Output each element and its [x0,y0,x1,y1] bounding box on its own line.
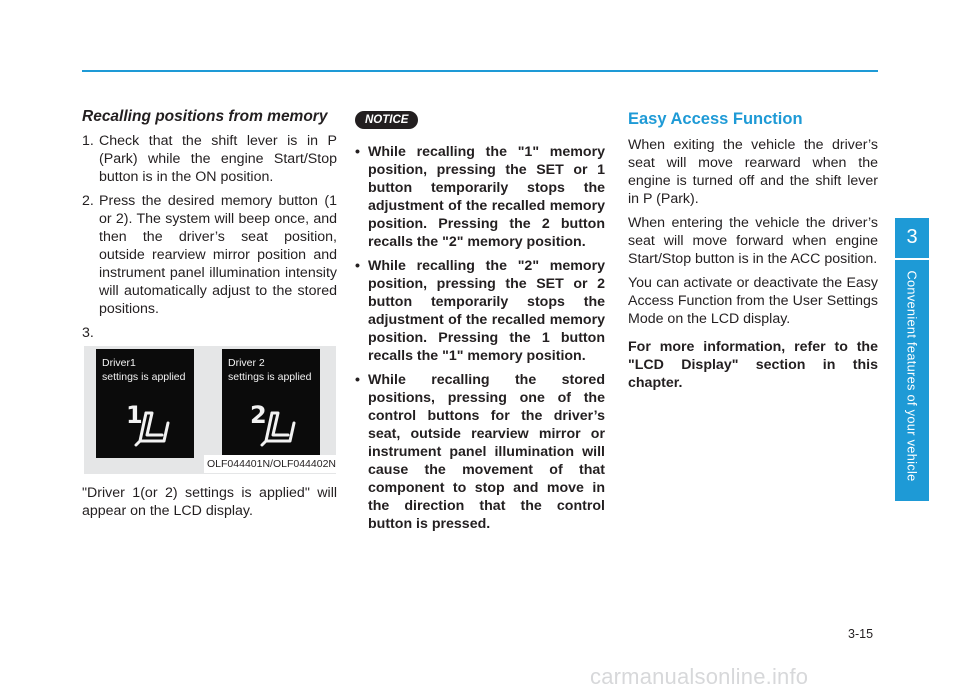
recalling-heading: Recalling positions from memory [82,108,328,125]
notice-bullet-3 [355,371,605,533]
notice-bullet-2 [355,257,605,365]
step-1 [82,132,337,186]
seat-memory-2-icon [250,401,298,451]
lcd-panel-driver1-line1: Driver1 [102,357,136,369]
lcd-message-note: "Driver 1(or 2) settings is applied" will appear on the LCD display. [82,485,337,519]
step-2-number: 2. [82,193,94,209]
easy-access-para-2: When entering the vehicle the driver’s seat will move forward when engine Start/Stop button is in the ACC position. [628,215,878,267]
lcd-panel-driver2 [222,349,320,458]
step-3 [82,324,337,342]
easy-access-reference: For more information, refer to the "LCD Display" section in this chapter. [628,339,878,391]
easy-access-para-3: You can activate or deactivate the Easy Access Function from the User Settings Mode on the LCD display. [628,275,878,327]
lcd-panel-driver2-line2: settings is applied [228,371,312,383]
bullet-icon: • [355,372,360,388]
notice-bullet-3-text: While recalling the stored positions, pressing one of the control buttons for the driver’s seat, outside rearview mirror or instrument panel illumination will cause the movement of that component to stop and move in the direction that the control button is pressed. [368,372,605,532]
lcd-figure [84,346,336,474]
step-1-number: 1. [82,133,94,149]
lcd-panel-driver1 [96,349,194,458]
notice-bullet-1-text: While recalling the "1" memory position, pressing the SET or 1 button temporarily stops the adjustment of the recalled memory position. Pressing the 2 button recalls the "2" memory position. [368,144,605,250]
easy-access-title: Easy Access Function [628,110,803,128]
easy-access-para-1: When exiting the vehicle the driver’s seat will move rearward when the engine is turned off and the shift lever in P (Park). [628,137,878,207]
lcd-panel-driver1-text [102,356,185,384]
chapter-divider [895,258,929,260]
page-number: 3-15 [848,627,874,641]
step-2 [82,192,337,318]
seat-memory-1-icon [124,401,172,451]
chapter-title: Convenient features of your vehicle [904,270,920,482]
lcd-panel-driver2-line1: Driver 2 [228,357,265,369]
lcd-panel-driver1-line2: settings is applied [102,371,186,383]
watermark: carmanualsonline.info [590,664,809,689]
notice-badge: NOTICE [355,111,418,129]
top-divider [82,70,878,72]
notice-bullet-1 [355,143,605,251]
lcd-panel-driver2-text [228,356,311,384]
notice-bullet-2-text: While recalling the "2" memory position, pressing the SET or 2 button temporarily stops the adjustment of the recalled memory position. Pressing the 1 button recalls the "1" memory position. [368,258,605,364]
chapter-side-tab [895,218,929,501]
step-2-text: Press the desired memory button (1 or 2). The system will beep once, and then the driver’s seat position, outside rearview mirror position and instrument panel illumination intensity will automatically adjust to the stored positions. [99,193,337,317]
easy-access-section [628,110,878,392]
step-1-text: Check that the shift lever is in P (Park) while the engine Start/Stop button is in the ON position. [99,133,337,185]
svg-text:2: 2 [250,401,267,429]
recalling-section [82,108,337,534]
bullet-icon: • [355,144,360,160]
chapter-number: 3 [906,226,918,248]
step-3-number: 3. [82,325,94,341]
bullet-icon: • [355,258,360,274]
svg-text:1: 1 [126,401,143,429]
notice-section [355,110,605,539]
notice-list [355,143,605,533]
figure-caption: OLF044401N/OLF044402N [204,455,336,473]
